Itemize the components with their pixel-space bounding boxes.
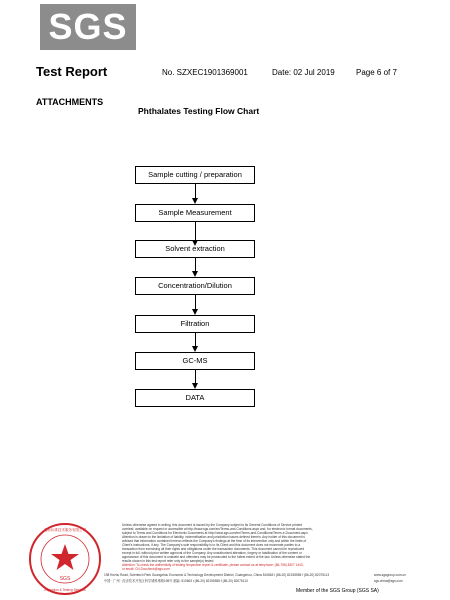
disclaimer-line: advised that information contained hereon reflects the Company's findings at the time of its intervention only and within the limits of	[122, 539, 307, 543]
flow-step-sample-measurement: Sample Measurement	[135, 204, 255, 222]
flow-arrow-line	[195, 258, 196, 271]
flow-arrow-line	[195, 333, 196, 346]
disclaimer-line: Attention is drawn to the limitation of liability, indemnification and jurisdiction issues defined therein. Any holder of this document is	[122, 535, 305, 539]
report-date: Date: 02 Jul 2019	[272, 68, 335, 77]
disclaimer-line: appearance of this document is unlawful and offenders may be prosecuted to the fullest extent of the law. Unless otherwise stated the	[122, 555, 311, 559]
email-link[interactable]: sgs.china@sgs.com	[374, 579, 403, 583]
disclaimer-line: results shown in this test report refer only to the sample(s) tested	[122, 559, 214, 563]
disclaimer-line: Client's instructions, if any. The Company's sole responsibility is to its Client and this document does not exonerate parties to a	[122, 543, 301, 547]
svg-text:SGS: SGS	[59, 576, 71, 582]
flow-step-gc-ms: GC-MS	[135, 352, 255, 370]
disclaimer-line: transaction from exercising all their rights and obligations under the transaction documents. This document cannot be reproduced	[122, 547, 305, 551]
svg-text:Inspection & Testing Services: Inspection & Testing Services	[44, 588, 86, 592]
sgs-logo: SGS	[40, 4, 136, 50]
flow-step-sample-preparation: Sample cutting / preparation	[135, 166, 255, 184]
page-number: Page 6 of 7	[356, 68, 397, 77]
flow-step-solvent-extraction: Solvent extraction	[135, 240, 255, 258]
flow-arrow-line	[195, 184, 196, 198]
sgs-group-membership: Member of the SGS Group (SGS SA)	[296, 588, 379, 594]
disclaimer-line: Unless otherwise agreed in writing, this document is issued by the Company subject to its General Conditions of Service printed	[122, 523, 303, 527]
disclaimer-line: except in full, without prior written approval of the Company. Any unauthorized alteration, forgery or falsification of the content or	[122, 551, 302, 555]
flow-step-concentration-dilution: Concentration/Dilution	[135, 277, 255, 295]
report-number: No. SZXEC1901369001	[162, 68, 248, 77]
flow-arrow-line	[195, 295, 196, 309]
disclaimer-line: overleaf, available on request or accessible at http://www.sgs.com/en/Terms-and-Conditions.aspx and, for electronic format documents,	[122, 527, 313, 531]
flow-arrow-line	[195, 222, 196, 240]
flow-step-filtration: Filtration	[135, 315, 255, 333]
company-address-chinese: 中国 · 广州 · 经济技术开发区科学城科珠路198号 邮编: 510663 t (86-20) 82155555 f (86-20) 82075113	[104, 579, 248, 583]
company-address-english: 198 Kezhu Road, Scientech Park Guangzhou Economic & Technology Development District, Guangzhou, China 510663 t (86-20) 82155555 f (86-20) 82075113	[104, 573, 330, 577]
flow-step-data: DATA	[135, 389, 255, 407]
company-seal-stamp	[28, 522, 102, 596]
flow-arrow-line	[195, 370, 196, 383]
authenticity-attention-line: Attention: To check the authenticity of testing /inspection report & certificate, please contact us at telephone: (86-755) 8307 1443,	[122, 563, 304, 567]
report-title: Test Report	[36, 64, 108, 79]
svg-text:通标标准技术服务有限公司: 通标标准技术服务有限公司	[44, 528, 86, 532]
authenticity-email-line: or email: CN.Doccheck@sgs.com	[122, 567, 170, 571]
website-link[interactable]: www.sgsgroup.com.cn	[374, 573, 406, 577]
disclaimer-line: subject to Terms and Conditions for Electronic Documents at http://www.sgs.com/en/Terms-and-Conditions/Terms-e-Document.aspx.	[122, 531, 309, 535]
flowchart-title: Phthalates Testing Flow Chart	[138, 106, 260, 116]
attachments-heading: ATTACHMENTS	[36, 97, 104, 107]
